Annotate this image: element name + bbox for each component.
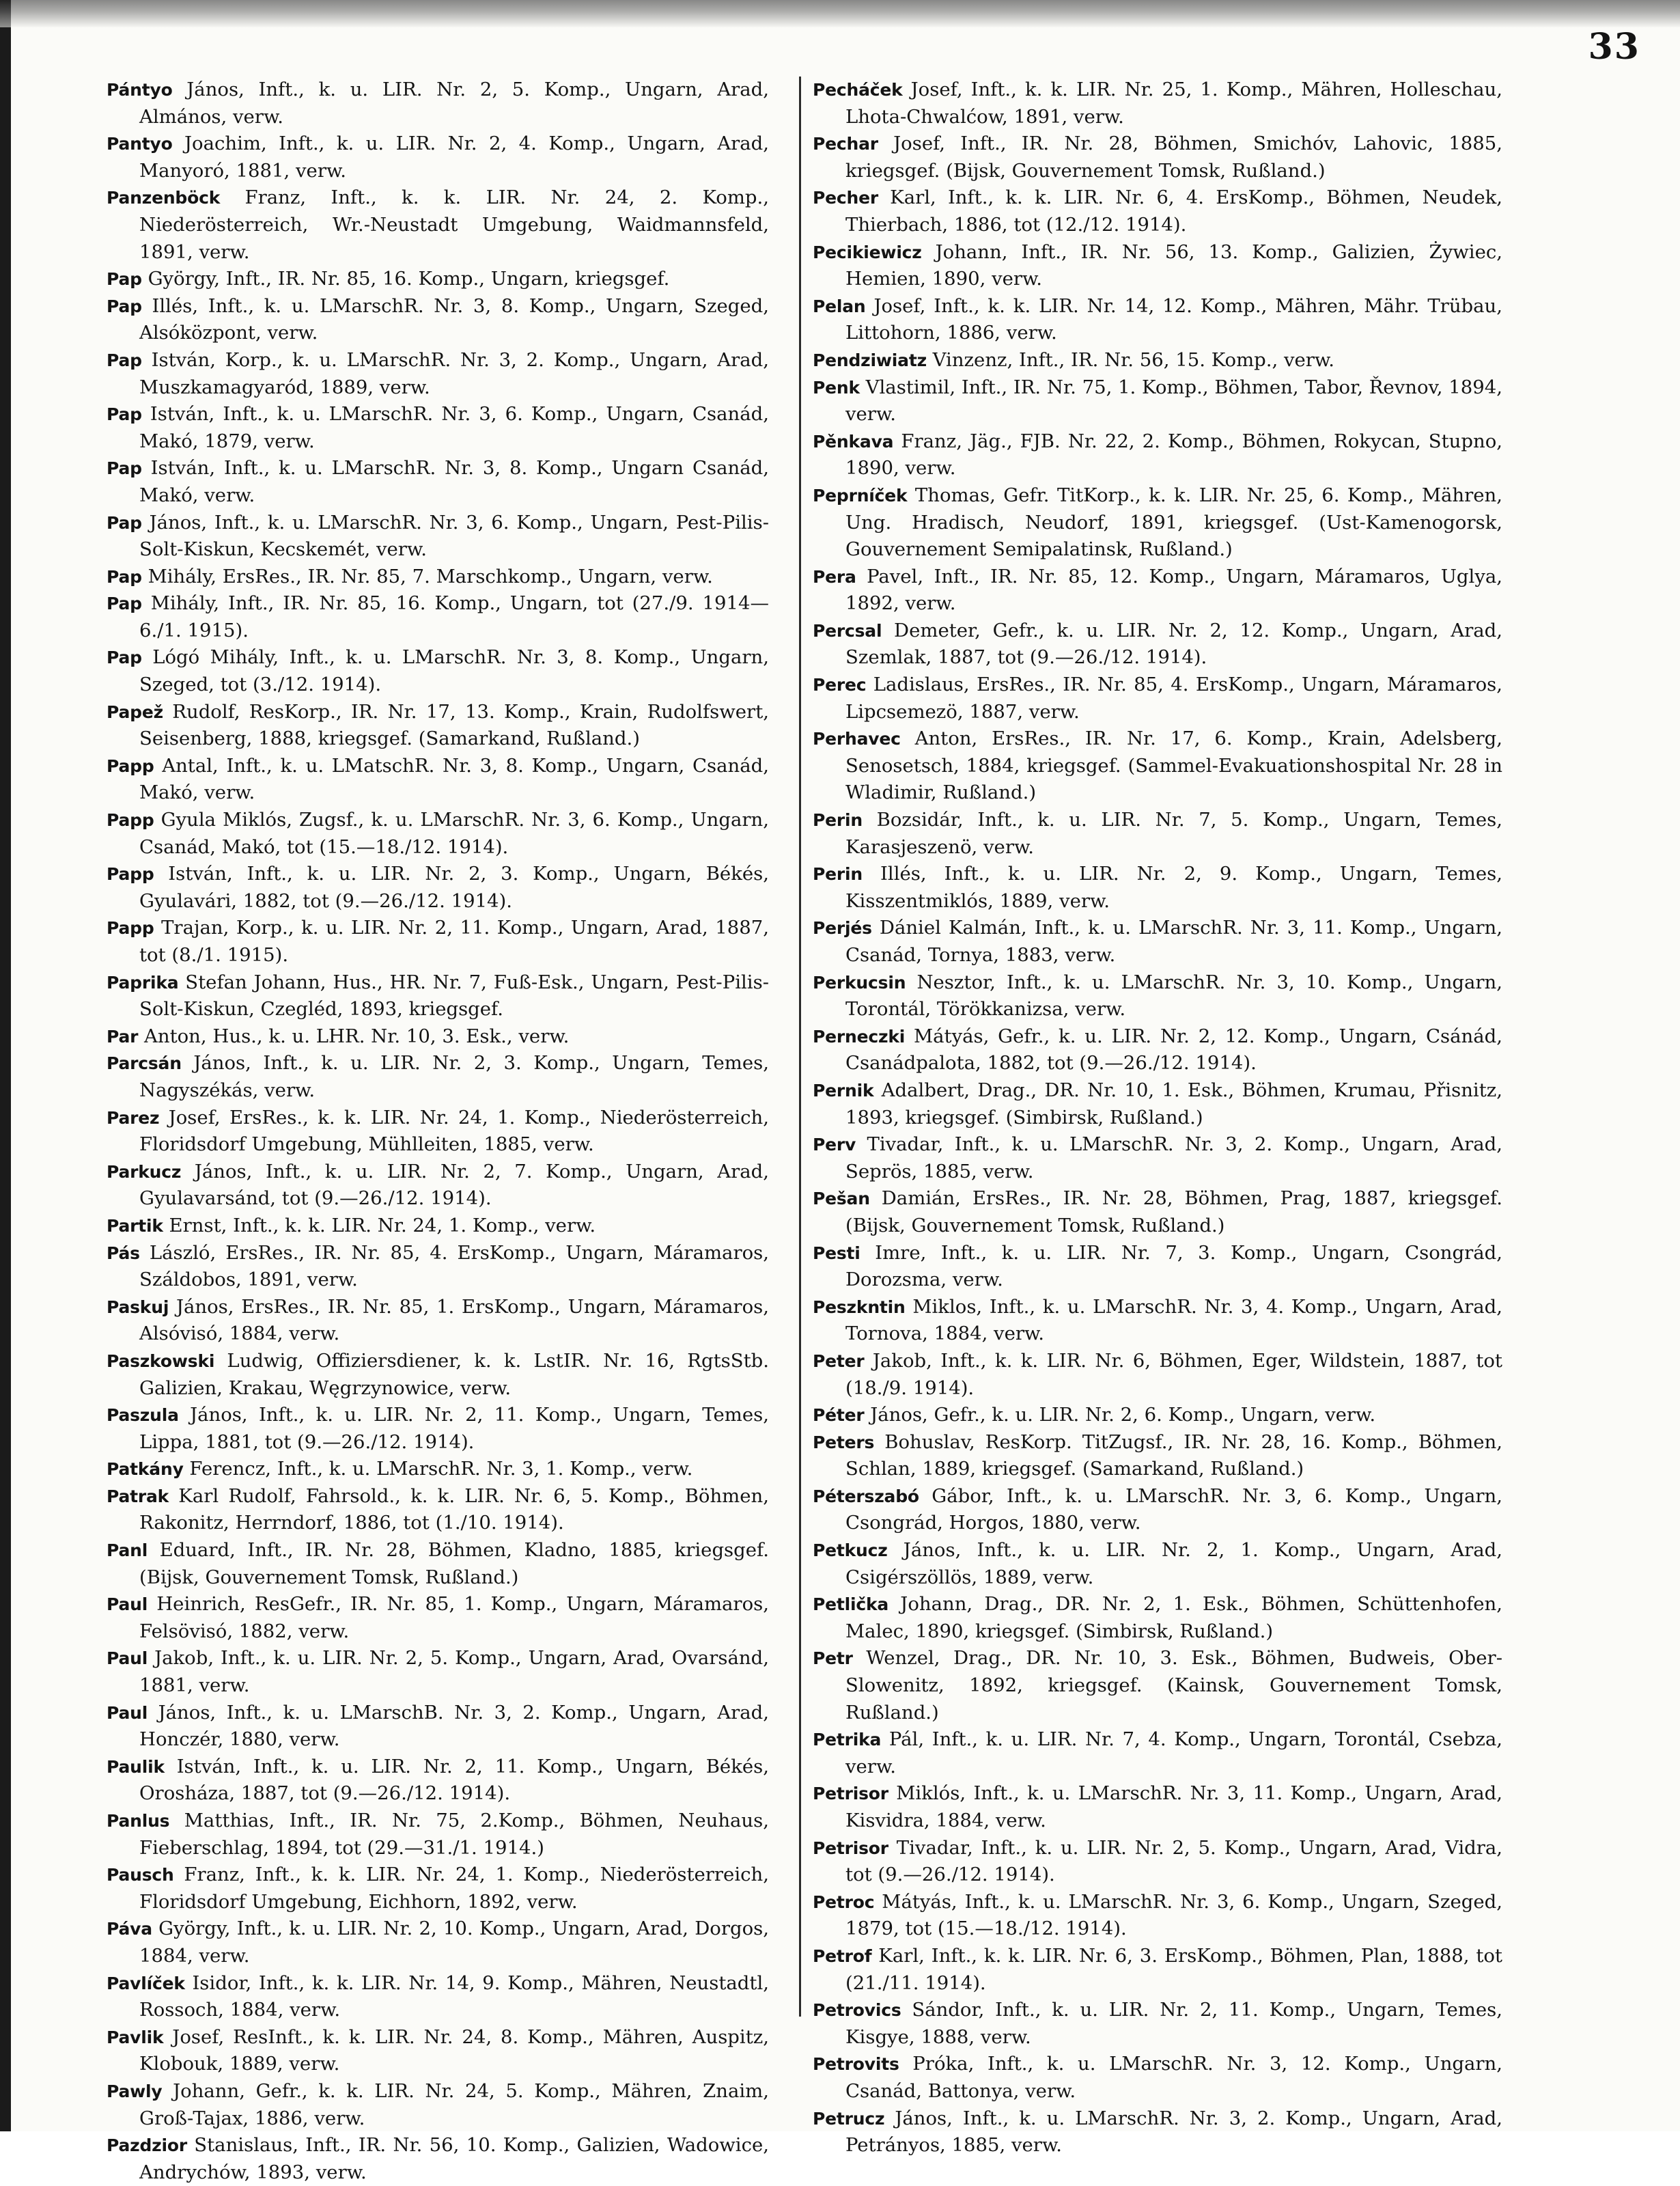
list-item	[107, 184, 769, 266]
entry-details: János, Inft., k. u. LMarschR. Nr. 3, 2. Komp., Ungarn, Arad, Petrányos, 1885, verw.	[845, 2107, 1502, 2157]
list-item	[813, 1348, 1502, 1402]
list-item	[107, 1808, 769, 1862]
list-item	[813, 374, 1502, 428]
entry-details: Ladislaus, ErsRes., IR. Nr. 85, 4. ErsKomp., Ungarn, Máramaros, Lipcsemezö, 1887, verw.	[845, 674, 1502, 723]
entry-surname: Peter	[813, 1351, 865, 1371]
entry-details: Illés, Inft., k. u. LMarschR. Nr. 3, 8. Komp., Ungarn, Szeged, Alsóközpont, verw.	[139, 294, 769, 344]
entry-surname: Pawly	[107, 2081, 163, 2101]
entry-details: Josef, ResInft., k. k. LIR. Nr. 24, 8. Komp., Mähren, Auspitz, Klobouk, 1889, verw.	[139, 2025, 769, 2075]
list-item	[107, 1294, 769, 1348]
list-item	[813, 1429, 1502, 1483]
column-divider	[799, 77, 801, 2017]
list-item	[813, 293, 1502, 347]
list-item	[813, 1943, 1502, 1997]
entry-surname: Pavlíček	[107, 1973, 185, 1993]
entry-details: Rudolf, ResKorp., IR. Nr. 17, 13. Komp., Krain, Rudolfswert, Seisenberg, 1888, kriegsgef. (Samarkand, Rußland.)	[139, 700, 769, 750]
entry-surname: Paprika	[107, 972, 179, 993]
entry-surname: Pesti	[813, 1243, 860, 1263]
list-item	[813, 1077, 1502, 1131]
list-item	[813, 1645, 1502, 1726]
list-item	[107, 510, 769, 564]
entry-surname: Péterszabó	[813, 1486, 919, 1506]
list-item	[107, 77, 769, 130]
list-item	[107, 1023, 769, 1051]
entry-details: János, Inft., k. u. LMarschR. Nr. 3, 6. Komp., Ungarn, Pest-Pilis-Solt-Kiskun, Kecskemét, verw.	[139, 511, 769, 561]
entry-details: Matthias, Inft., IR. Nr. 75, 2.Komp., Böhmen, Neuhaus, Fieberschlag, 1894, tot (29.—31./1. 1914.)	[139, 1810, 769, 1859]
entry-surname: Paszula	[107, 1405, 179, 1426]
entry-details: Joachim, Inft., k. u. LIR. Nr. 2, 4. Komp., Ungarn, Arad, Manyoró, 1881, verw.	[139, 133, 769, 182]
entry-surname: Paulik	[107, 1756, 165, 1777]
entry-details: János, Inft., k. u. LMarschB. Nr. 3, 2. Komp., Ungarn, Arad, Honczér, 1880, verw.	[139, 1701, 769, 1751]
list-item	[107, 2078, 769, 2132]
entry-details: Gábor, Inft., k. u. LMarschR. Nr. 3, 6. Komp., Ungarn, Csongrád, Horgos, 1880, verw.	[845, 1484, 1502, 1534]
entry-details: Anton, Hus., k. u. LHR. Nr. 10, 3. Esk., verw.	[138, 1025, 570, 1047]
entry-surname: Pazdzior	[107, 2135, 187, 2156]
list-item	[813, 618, 1502, 672]
list-item	[813, 1780, 1502, 1834]
entry-surname: Pap	[107, 566, 142, 587]
entry-surname: Perkucsin	[813, 972, 906, 993]
entry-details: Mihály, ErsRes., IR. Nr. 85, 7. Marschkomp., Ungarn, verw.	[141, 565, 713, 587]
entry-surname: Petrisor	[813, 1838, 888, 1858]
list-item	[107, 1213, 769, 1240]
entry-details: Johann, Inft., IR. Nr. 56, 13. Komp., Galizien, Żywiec, Hemien, 1890, verw.	[845, 240, 1502, 290]
entry-details: Miklos, Inft., k. u. LMarschR. Nr. 3, 4. Komp., Ungarn, Arad, Tornova, 1884, verw.	[845, 1295, 1502, 1345]
entry-details: Lógó Mihály, Inft., k. u. LMarschR. Nr. 3, 8. Komp., Ungarn, Szeged, tot (3./12. 1914).	[139, 646, 769, 696]
entry-details: Mátyás, Inft., k. u. LMarschR. Nr. 3, 6. Komp., Ungarn, Szeged, 1879, tot (15.—18./12. 1914).	[845, 1890, 1502, 1940]
entry-surname: Péter	[813, 1405, 865, 1426]
entry-surname: Papp	[107, 918, 154, 939]
entry-details: Imre, Inft., k. u. LIR. Nr. 7, 3. Komp., Ungarn, Csongrád, Dorozsma, verw.	[845, 1241, 1502, 1291]
right-column	[813, 77, 1502, 2159]
entry-surname: Pás	[107, 1243, 140, 1263]
entry-surname: Parkucz	[107, 1161, 182, 1182]
entry-surname: Petrucz	[813, 2108, 885, 2129]
entry-details: Ferencz, Inft., k. u. LMarschR. Nr. 3, 1. Komp., verw.	[183, 1458, 693, 1480]
entry-details: Isidor, Inft., k. k. LIR. Nr. 14, 9. Komp., Mähren, Neustadtl, Rossoch, 1884, verw.	[139, 1971, 769, 2021]
list-item	[107, 1970, 769, 2024]
entry-surname: Pap	[107, 269, 142, 290]
list-item	[107, 1348, 769, 1402]
entry-details: Johann, Drag., DR. Nr. 2, 1. Esk., Böhmen, Schüttenhofen, Malec, 1890, kriegsgef. (Simbirsk, Rußland.)	[845, 1593, 1502, 1642]
entry-details: István, Inft., k. u. LMarschR. Nr. 3, 8. Komp., Ungarn Csanád, Makó, verw.	[139, 457, 769, 506]
entry-details: Bozsidár, Inft., k. u. LIR. Nr. 7, 5. Komp., Ungarn, Temes, Karasjeszenö, verw.	[845, 809, 1502, 858]
entry-details: Johann, Gefr., k. k. LIR. Nr. 24, 5. Komp., Mähren, Znaim, Groß-Tajax, 1886, verw.	[139, 2079, 769, 2129]
entry-surname: Pelan	[813, 296, 866, 316]
list-item	[107, 1402, 769, 1456]
entry-surname: Pecikiewicz	[813, 242, 922, 262]
entry-surname: Pap	[107, 458, 142, 479]
list-item	[813, 1240, 1502, 1294]
entry-details: János, ErsRes., IR. Nr. 85, 1. ErsKomp., Ungarn, Máramaros, Alsóvisó, 1884, verw.	[139, 1295, 769, 1345]
list-item	[107, 807, 769, 861]
entry-details: Vlastimil, Inft., IR. Nr. 75, 1. Komp., Böhmen, Tabor, Řevnov, 1894, verw.	[845, 376, 1502, 426]
entry-details: Próka, Inft., k. u. LMarschR. Nr. 3, 12. Komp., Ungarn, Csanád, Battonya, verw.	[845, 2053, 1502, 2102]
entry-details: Karl Rudolf, Fahrsold., k. k. LIR. Nr. 6, 5. Komp., Böhmen, Rakonitz, Herrndorf, 1886, tot (1./10. 1914).	[139, 1484, 769, 1534]
list-item	[107, 1050, 769, 1104]
entry-surname: Percsal	[813, 620, 882, 641]
entry-surname: Petrovics	[813, 2000, 901, 2021]
list-item	[813, 2105, 1502, 2159]
list-item	[107, 1105, 769, 1159]
entry-surname: Panlus	[107, 1811, 170, 1831]
entry-details: Josef, Inft., k. k. LIR. Nr. 25, 1. Komp., Mähren, Holleschau, Lhota-Chwalćow, 1891, verw.	[845, 79, 1502, 128]
list-item	[813, 861, 1502, 915]
entry-details: Ludwig, Offiziersdiener, k. k. LstIR. Nr. 16, RgtsStb. Galizien, Krakau, Węgrzynowice, verw.	[139, 1349, 769, 1399]
entry-surname: Pap	[107, 594, 142, 614]
entry-details: János, Inft., k. u. LIR. Nr. 2, 1. Komp., Ungarn, Arad, Csigérszöllös, 1889, verw.	[845, 1539, 1502, 1588]
entry-details: Pavel, Inft., IR. Nr. 85, 12. Komp., Ungarn, Máramaros, Uglya, 1892, verw.	[845, 565, 1502, 615]
list-item	[107, 1483, 769, 1537]
entry-surname: Pecher	[813, 188, 878, 208]
entry-details: Karl, Inft., k. k. LIR. Nr. 6, 3. ErsKomp., Böhmen, Plan, 1888, tot (21./11. 1914).	[845, 1944, 1502, 1994]
entry-surname: Perin	[813, 864, 863, 885]
list-item	[107, 915, 769, 969]
entry-surname: Par	[107, 1026, 139, 1047]
entry-surname: Pěnkava	[813, 431, 894, 452]
list-item	[107, 1159, 769, 1213]
entry-surname: Petrof	[813, 1946, 872, 1966]
entry-details: Tivadar, Inft., k. u. LIR. Nr. 2, 5. Komp., Ungarn, Arad, Vidra, tot (9.—26./12. 1914).	[845, 1836, 1502, 1886]
entry-surname: Perhavec	[813, 729, 901, 749]
list-item	[813, 969, 1502, 1023]
entry-details: Tivadar, Inft., k. u. LMarschR. Nr. 3, 2. Komp., Ungarn, Arad, Seprös, 1885, verw.	[845, 1133, 1502, 1182]
entry-surname: Petr	[813, 1648, 853, 1669]
entry-surname: Petkucz	[813, 1540, 888, 1561]
list-item	[107, 455, 769, 509]
entry-surname: Pechar	[813, 134, 878, 154]
entry-surname: Petrovits	[813, 2054, 899, 2075]
entry-details: Miklós, Inft., k. u. LMarschR. Nr. 3, 11. Komp., Ungarn, Arad, Kisvidra, 1884, verw.	[845, 1782, 1502, 1831]
entry-details: Franz, Inft., k. k. LIR. Nr. 24, 1. Komp., Niederösterreich, Floridsdorf Umgebung, Eichhorn, 1892, verw.	[139, 1864, 769, 1913]
entry-surname: Paszkowski	[107, 1351, 215, 1371]
list-item	[107, 2132, 769, 2186]
entry-surname: Pap	[107, 648, 142, 668]
entry-details: Pál, Inft., k. u. LIR. Nr. 7, 4. Komp., Ungarn, Torontál, Csebza, verw.	[845, 1728, 1502, 1777]
scan-top-shadow	[0, 0, 1680, 27]
entry-details: Antal, Inft., k. u. LMatschR. Nr. 3, 8. Komp., Ungarn, Csanád, Makó, verw.	[139, 754, 769, 804]
list-item	[107, 564, 769, 591]
entry-surname: Petroc	[813, 1892, 875, 1912]
list-item	[107, 644, 769, 698]
list-item	[107, 1456, 769, 1483]
list-item	[107, 130, 769, 184]
entry-details: Heinrich, ResGefr., IR. Nr. 85, 1. Komp., Ungarn, Máramaros, Felsövisó, 1882, verw.	[139, 1593, 769, 1642]
entry-details: Eduard, Inft., IR. Nr. 28, Böhmen, Kladno, 1885, kriegsgef. (Bijsk, Gouvernement Tomsk, Rußland.)	[139, 1539, 769, 1588]
entry-surname: Partik	[107, 1215, 163, 1236]
list-item	[813, 347, 1502, 374]
list-item	[813, 1131, 1502, 1185]
entry-surname: Peprníček	[813, 485, 908, 506]
entry-details: Mátyás, Gefr., k. u. LIR. Nr. 2, 12. Komp., Ungarn, Csánád, Csanádpalota, 1882, tot (9.—26./12. 1914).	[845, 1025, 1502, 1075]
entry-surname: Pap	[107, 404, 142, 425]
entry-surname: Pešan	[813, 1189, 870, 1209]
entry-details: Franz, Inft., k. k. LIR. Nr. 24, 2. Komp., Niederösterreich, Wr.-Neustadt Umgebung, Waidmannsfeld, 1891, verw.	[139, 186, 769, 263]
entry-surname: Petrika	[813, 1730, 882, 1750]
list-item	[813, 184, 1502, 238]
entry-details: Jakob, Inft., k. k. LIR. Nr. 6, Böhmen, Eger, Wildstein, 1887, tot (18./9. 1914).	[845, 1349, 1502, 1399]
entry-details: János, Inft., k. u. LIR. Nr. 2, 11. Komp., Ungarn, Temes, Lippa, 1881, tot (9.—26./12. 1914).	[139, 1404, 769, 1453]
list-item	[813, 1835, 1502, 1889]
list-item	[813, 1294, 1502, 1348]
list-item	[107, 753, 769, 807]
list-item	[107, 1862, 769, 1915]
entry-details: László, ErsRes., IR. Nr. 85, 4. ErsKomp., Ungarn, Máramaros, Száldobos, 1891, verw.	[139, 1241, 769, 1291]
entry-surname: Perjés	[813, 918, 872, 939]
entry-details: Vinzenz, Inft., IR. Nr. 56, 15. Komp., verw.	[926, 348, 1334, 371]
entry-details: Bohuslav, ResKorp. TitZugsf., IR. Nr. 28, 16. Komp., Böhmen, Schlan, 1889, kriegsgef. (Samarkand, Rußland.)	[845, 1430, 1502, 1480]
entry-surname: Parcsán	[107, 1053, 182, 1074]
entry-surname: Pausch	[107, 1865, 174, 1885]
list-item	[107, 1591, 769, 1645]
entry-details: Ernst, Inft., k. k. LIR. Nr. 24, 1. Komp., verw.	[163, 1214, 596, 1236]
list-item	[813, 1185, 1502, 1239]
list-item	[813, 1997, 1502, 2051]
entry-surname: Pavlik	[107, 2027, 164, 2047]
entry-details: Nesztor, Inft., k. u. LMarschR. Nr. 3, 10. Komp., Ungarn, Torontál, Törökkanizsa, verw.	[845, 971, 1502, 1021]
entry-surname: Panl	[107, 1540, 148, 1561]
list-item	[813, 1591, 1502, 1645]
entry-surname: Penk	[813, 377, 860, 398]
list-item	[107, 401, 769, 455]
entry-surname: Parez	[107, 1107, 160, 1128]
entry-surname: Papp	[107, 864, 154, 885]
entry-details: János, Inft., k. u. LIR. Nr. 2, 5. Komp., Ungarn, Arad, Almános, verw.	[139, 79, 769, 128]
entry-surname: Pap	[107, 512, 142, 533]
list-item	[813, 564, 1502, 618]
list-item	[813, 239, 1502, 293]
list-item	[107, 266, 769, 293]
entry-details: György, Inft., IR. Nr. 85, 16. Komp., Ungarn, kriegsgef.	[141, 268, 670, 290]
entry-surname: Papp	[107, 810, 154, 831]
entry-surname: Perin	[813, 810, 863, 831]
entry-details: Josef, Inft., k. k. LIR. Nr. 14, 12. Komp., Mähren, Mähr. Trübau, Littohorn, 1886, verw.	[845, 294, 1502, 344]
entry-surname: Paskuj	[107, 1297, 169, 1317]
entry-details: Thomas, Gefr. TitKorp., k. k. LIR. Nr. 25, 6. Komp., Mähren, Ung. Hradisch, Neudorf, 1891, kriegsgef. (Ust-Kamenogorsk, Gouvernement Semipalatinsk, Rußland.)	[845, 484, 1502, 561]
entry-details: Illés, Inft., k. u. LIR. Nr. 2, 9. Komp., Ungarn, Temes, Kisszentmiklós, 1889, verw.	[845, 863, 1502, 912]
list-item	[107, 2024, 769, 2078]
entry-surname: Perv	[813, 1135, 856, 1155]
list-item	[813, 1023, 1502, 1077]
list-item	[813, 1537, 1502, 1591]
entry-details: Josef, ErsRes., k. k. LIR. Nr. 24, 1. Komp., Niederösterreich, Floridsdorf Umgebung, Mühlleiten, 1885, verw.	[139, 1106, 769, 1156]
entry-details: György, Inft., k. u. LIR. Nr. 2, 10. Komp., Ungarn, Arad, Dorgos, 1884, verw.	[139, 1918, 769, 1967]
entry-surname: Papp	[107, 756, 154, 776]
entry-surname: Patkány	[107, 1459, 184, 1480]
list-item	[813, 482, 1502, 564]
list-item	[813, 1726, 1502, 1780]
entry-details: Wenzel, Drag., DR. Nr. 10, 3. Esk., Böhmen, Budweis, Ober-Slowenitz, 1892, kriegsgef. (Kainsk, Gouvernement Tomsk, Rußland.)	[845, 1647, 1502, 1724]
entry-surname: Pap	[107, 350, 142, 370]
list-item	[107, 1240, 769, 1294]
entry-surname: Patrak	[107, 1486, 169, 1506]
list-item	[813, 2051, 1502, 2105]
entry-details: Trajan, Korp., k. u. LIR. Nr. 2, 11. Komp., Ungarn, Arad, 1887, tot (8./1. 1915).	[139, 917, 769, 966]
scan-edge-shadow	[0, 0, 11, 2131]
list-item	[107, 1915, 769, 1969]
entry-surname: Papež	[107, 702, 163, 722]
list-item	[107, 969, 769, 1023]
list-item	[813, 130, 1502, 184]
entry-surname: Petlička	[813, 1594, 889, 1615]
entry-surname: Pantyo	[107, 134, 173, 154]
list-item	[107, 861, 769, 915]
entry-details: Jakob, Inft., k. u. LIR. Nr. 2, 5. Komp., Ungarn, Arad, Ovarsánd, 1881, verw.	[139, 1647, 769, 1697]
list-item	[813, 1483, 1502, 1537]
entry-surname: Perec	[813, 675, 867, 695]
entry-surname: Pántyo	[107, 80, 173, 100]
entry-surname: Peters	[813, 1432, 875, 1452]
list-item	[813, 428, 1502, 482]
list-item	[107, 590, 769, 644]
entry-surname: Paul	[107, 1594, 148, 1615]
list-item	[813, 1889, 1502, 1943]
entry-details: Anton, ErsRes., IR. Nr. 17, 6. Komp., Krain, Adelsberg, Senosetsch, 1884, kriegsgef. (Sammel-Evakuationshospital Nr. 28 in Wladimir, Rußland.)	[845, 728, 1502, 804]
entry-details: Franz, Jäg., FJB. Nr. 22, 2. Komp., Böhmen, Rokycan, Stupno, 1890, verw.	[845, 430, 1502, 480]
list-item	[813, 1402, 1502, 1429]
entry-details: Stefan Johann, Hus., HR. Nr. 7, Fuß-Esk., Ungarn, Pest-Pilis-Solt-Kiskun, Czegléd, 1893, kriegsgef.	[139, 971, 769, 1021]
list-item	[813, 77, 1502, 130]
entry-details: Dániel Kalmán, Inft., k. u. LMarschR. Nr. 3, 11. Komp., Ungarn, Csanád, Tornya, 1883, verw.	[845, 917, 1502, 966]
entry-details: István, Inft., k. u. LIR. Nr. 2, 11. Komp., Ungarn, Békés, Orosháza, 1887, tot (9.—26./12. 1914).	[139, 1755, 769, 1805]
page-number: 33	[1588, 26, 1640, 68]
list-item	[107, 1700, 769, 1754]
list-item	[107, 347, 769, 401]
entry-details: Demeter, Gefr., k. u. LIR. Nr. 2, 12. Komp., Ungarn, Arad, Szemlak, 1887, tot (9.—26./12. 1914).	[845, 619, 1502, 669]
entry-details: Sándor, Inft., k. u. LIR. Nr. 2, 11. Komp., Ungarn, Temes, Kisgye, 1888, verw.	[845, 1999, 1502, 2048]
entry-surname: Pecháček	[813, 80, 903, 100]
entry-details: István, Korp., k. u. LMarschR. Nr. 3, 2. Komp., Ungarn, Arad, Muszkamagyaród, 1889, verw.	[139, 348, 769, 398]
list-item	[813, 725, 1502, 807]
entry-details: János, Gefr., k. u. LIR. Nr. 2, 6. Komp., Ungarn, verw.	[864, 1404, 1376, 1426]
entry-details: Karl, Inft., k. k. LIR. Nr. 6, 4. ErsKomp., Böhmen, Neudek, Thierbach, 1886, tot (12./12. 1914).	[845, 186, 1502, 236]
entry-details: Stanislaus, Inft., IR. Nr. 56, 10. Komp., Galizien, Wadowice, Andrychów, 1893, verw.	[139, 2134, 769, 2183]
entry-surname: Pernik	[813, 1080, 874, 1101]
list-item	[107, 1645, 769, 1699]
entry-surname: Páva	[107, 1919, 152, 1939]
entry-surname: Pera	[813, 566, 856, 587]
entry-details: István, Inft., k. u. LIR. Nr. 2, 3. Komp., Ungarn, Békés, Gyulavári, 1882, tot (9.—26./12. 1914).	[139, 863, 769, 912]
entry-surname: Peszkntin	[813, 1297, 906, 1317]
entry-details: István, Inft., k. u. LMarschR. Nr. 3, 6. Komp., Ungarn, Csanád, Makó, 1879, verw.	[139, 403, 769, 452]
list-item	[813, 807, 1502, 861]
entry-surname: Perneczki	[813, 1026, 906, 1047]
list-item	[107, 1537, 769, 1591]
entry-details: Gyula Miklós, Zugsf., k. u. LMarschR. Nr. 3, 6. Komp., Ungarn, Csanád, Makó, tot (15.—18./12. 1914).	[139, 809, 769, 858]
entry-surname: Paul	[107, 1702, 148, 1723]
entry-details: Josef, Inft., IR. Nr. 28, Böhmen, Smichóv, Lahovic, 1885, kriegsgef. (Bijsk, Gouvernement Tomsk, Rußland.)	[845, 133, 1502, 182]
entry-surname: Petrisor	[813, 1784, 888, 1804]
entry-surname: Paul	[107, 1648, 148, 1669]
entry-details: Damián, ErsRes., IR. Nr. 28, Böhmen, Prag, 1887, kriegsgef. (Bijsk, Gouvernement Tomsk, Rußland.)	[845, 1187, 1502, 1236]
entry-surname: Pendziwiatz	[813, 350, 927, 370]
entry-surname: Pap	[107, 296, 142, 316]
list-item	[107, 293, 769, 347]
entry-surname: Panzenböck	[107, 188, 221, 208]
list-item	[107, 1754, 769, 1808]
entry-details: Mihály, Inft., IR. Nr. 85, 16. Komp., Ungarn, tot (27./9. 1914—6./1. 1915).	[139, 592, 769, 641]
left-column	[107, 77, 769, 2186]
entry-details: János, Inft., k. u. LIR. Nr. 2, 3. Komp., Ungarn, Temes, Nagyszékás, verw.	[139, 1052, 769, 1101]
entry-details: Adalbert, Drag., DR. Nr. 10, 1. Esk., Böhmen, Krumau, Přisnitz, 1893, kriegsgef. (Simbirsk, Rußland.)	[845, 1079, 1502, 1129]
list-item	[107, 699, 769, 753]
list-item	[813, 672, 1502, 725]
list-item	[813, 915, 1502, 969]
entry-details: János, Inft., k. u. LIR. Nr. 2, 7. Komp., Ungarn, Arad, Gyulavarsánd, tot (9.—26./12. 1914).	[139, 1160, 769, 1210]
